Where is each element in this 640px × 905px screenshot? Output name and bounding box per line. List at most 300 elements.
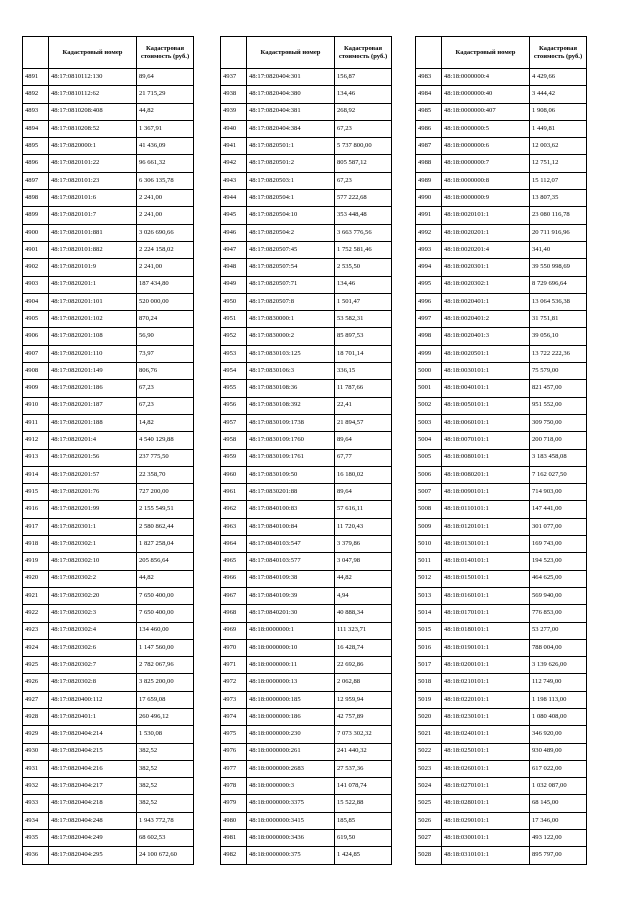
table-row [416,570,587,587]
cadastral-number: 48:17:0820504:1 [247,190,335,207]
cadastral-number: 48:17:0820302:6 [49,639,137,656]
cadastral-value: 156,87 [335,69,392,86]
cadastral-number: 48:17:0830103:125 [247,345,335,362]
cadastral-value: 2 241,00 [137,259,194,276]
cadastral-value: 2 062,88 [335,674,392,691]
row-number: 4979 [221,795,247,812]
table-row [221,172,392,189]
row-number: 4943 [221,172,247,189]
cadastral-value: 1 827 258,04 [137,536,194,553]
cadastral-number: 48:17:0820507:54 [247,259,335,276]
cadastral-number: 48:17:0820404:214 [49,726,137,743]
table-row [416,190,587,207]
cadastral-number: 48:18:0000000:10 [247,639,335,656]
row-number: 4918 [23,536,49,553]
cadastral-value: 23 080 116,78 [530,207,587,224]
row-number: 4920 [23,570,49,587]
row-number: 4897 [23,172,49,189]
row-number: 4945 [221,207,247,224]
row-number: 5001 [416,380,442,397]
row-number: 4899 [23,207,49,224]
row-number: 5013 [416,587,442,604]
table-row [416,605,587,622]
row-number: 4901 [23,241,49,258]
cadastral-number: 48:17:0820201:102 [49,311,137,328]
row-number: 4904 [23,293,49,310]
cadastral-number: 48:17:0820503:1 [247,172,335,189]
row-number: 4907 [23,345,49,362]
cadastral-number: 48:18:0220101:1 [442,691,530,708]
cadastral-value: 4 540 129,88 [137,432,194,449]
row-number: 5008 [416,501,442,518]
cadastral-value: 22 692,86 [335,657,392,674]
cadastral-value: 2 535,50 [335,259,392,276]
row-number: 4965 [221,553,247,570]
row-number: 5019 [416,691,442,708]
cadastral-number: 48:18:0150101:1 [442,570,530,587]
cadastral-value: 237 775,50 [137,449,194,466]
row-number: 4926 [23,674,49,691]
cadastral-number: 48:17:0820101:22 [49,155,137,172]
row-number: 5010 [416,536,442,553]
cadastral-value: 714 903,00 [530,484,587,501]
cadastral-value: 2 580 862,44 [137,518,194,535]
table-row [221,847,392,864]
row-number: 4959 [221,449,247,466]
cadastral-value: 111 323,71 [335,622,392,639]
row-number: 4912 [23,432,49,449]
row-number: 4936 [23,847,49,864]
cadastral-value: 141 078,74 [335,778,392,795]
cadastral-number: 48:17:0820201:187 [49,397,137,414]
cadastral-number: 48:18:0090101:1 [442,484,530,501]
cadastral-number: 48:17:0830109:1761 [247,449,335,466]
cadastral-value: 12 751,12 [530,155,587,172]
cadastral-value: 382,52 [137,778,194,795]
table-row [221,276,392,293]
cadastral-number: 48:17:0830109:1738 [247,414,335,431]
cadastral-number: 48:18:0000000:3375 [247,795,335,812]
row-number: 4960 [221,466,247,483]
cadastral-number: 48:17:0820401:1 [49,708,137,725]
row-number: 5021 [416,726,442,743]
row-number: 4919 [23,553,49,570]
cadastral-value: 353 448,48 [335,207,392,224]
row-number: 5016 [416,639,442,656]
cadastral-number: 48:18:0060101:1 [442,414,530,431]
cadastral-number: 48:18:0260101:1 [442,760,530,777]
row-number: 4947 [221,241,247,258]
cadastral-number: 48:17:0820201:4 [49,432,137,449]
cadastral-number: 48:18:0300101:1 [442,830,530,847]
row-number: 5015 [416,622,442,639]
cadastral-number: 48:18:0000000:11 [247,657,335,674]
table-row [416,103,587,120]
cadastral-value: 3 183 458,08 [530,449,587,466]
table-row [23,103,194,120]
cadastral-value: 11 720,43 [335,518,392,535]
row-number: 4969 [221,622,247,639]
cadastral-number: 48:17:0830201:88 [247,484,335,501]
cadastral-number: 48:17:0820302:4 [49,622,137,639]
row-number: 5000 [416,363,442,380]
row-number: 4998 [416,328,442,345]
cadastral-value: 1 501,47 [335,293,392,310]
cadastral-value: 301 077,00 [530,518,587,535]
table-row [221,708,392,725]
cadastral-number: 48:17:0820404:301 [247,69,335,86]
table-row [416,414,587,431]
cadastral-number: 48:18:0000000:407 [442,103,530,120]
cadastral-number: 48:17:0840109:38 [247,570,335,587]
table-row [416,847,587,864]
cadastral-number: 48:18:0000000:7 [442,155,530,172]
header-number [221,37,247,69]
row-number: 4911 [23,414,49,431]
table-row [221,830,392,847]
cadastral-value: 16 180,02 [335,466,392,483]
table-row [221,536,392,553]
table-row [221,553,392,570]
cadastral-number: 48:17:0820302:3 [49,605,137,622]
cadastral-number: 48:17:0820201:101 [49,293,137,310]
row-number: 4966 [221,570,247,587]
table-row [23,328,194,345]
cadastral-value: 16 428,74 [335,639,392,656]
table-body [416,69,587,865]
cadastral-number: 48:17:0820507:71 [247,276,335,293]
table-row [221,778,392,795]
table-row [416,657,587,674]
cadastral-number: 48:18:0020302:1 [442,276,530,293]
table-row [23,795,194,812]
table-row [23,86,194,103]
table-row [23,155,194,172]
cadastral-value: 22,41 [335,397,392,414]
cadastral-value: 1 080 408,00 [530,708,587,725]
cadastral-number: 48:18:0000000:2683 [247,760,335,777]
table-header-row [23,37,194,69]
table-row [221,466,392,483]
table-row [221,311,392,328]
row-number: 4914 [23,466,49,483]
row-number: 4962 [221,501,247,518]
cadastral-number: 48:17:0820101:23 [49,172,137,189]
row-number: 5028 [416,847,442,864]
table-row [416,553,587,570]
table-row [416,587,587,604]
cadastral-value: 3 026 690,66 [137,224,194,241]
table-row [23,190,194,207]
cadastral-value: 187 434,80 [137,276,194,293]
table-row [221,518,392,535]
row-number: 4981 [221,830,247,847]
cadastral-value: 930 489,00 [530,743,587,760]
row-number: 4984 [416,86,442,103]
cadastral-number: 48:17:0830106:3 [247,363,335,380]
row-number: 4948 [221,259,247,276]
cadastral-value: 22 358,70 [137,466,194,483]
row-number: 4939 [221,103,247,120]
cadastral-number: 48:17:0820404:295 [49,847,137,864]
cadastral-number: 48:18:0000000:3415 [247,812,335,829]
cadastral-value: 464 625,00 [530,570,587,587]
table-row [221,120,392,137]
cadastral-value: 53 582,31 [335,311,392,328]
table-row [416,138,587,155]
header-cadastral-number: Кадастровый номер [442,37,530,69]
cadastral-number: 48:18:0020301:1 [442,259,530,276]
cadastral-value: 67,23 [335,120,392,137]
table-row [23,380,194,397]
row-number: 4997 [416,311,442,328]
row-number: 4930 [23,743,49,760]
row-number: 5025 [416,795,442,812]
table-row [416,639,587,656]
row-number: 4909 [23,380,49,397]
cadastral-value: 13 722 222,36 [530,345,587,362]
table-row [23,622,194,639]
table-body [23,69,194,865]
table-row [23,466,194,483]
table-row [221,155,392,172]
cadastral-number: 48:18:0120101:1 [442,518,530,535]
cadastral-number: 48:17:0810112:130 [49,69,137,86]
cadastral-value: 3 825 200,00 [137,674,194,691]
row-number: 4975 [221,726,247,743]
row-number: 4946 [221,224,247,241]
table-row [221,69,392,86]
table-row [416,380,587,397]
row-number: 4982 [221,847,247,864]
table-row [221,363,392,380]
table-row [221,501,392,518]
cadastral-number: 48:17:0820404:217 [49,778,137,795]
cadastral-number: 48:17:0820101:6 [49,190,137,207]
table-row [416,241,587,258]
cadastral-value: 68 145,00 [530,795,587,812]
table-row [23,657,194,674]
cadastral-value: 44,82 [137,570,194,587]
row-number: 4988 [416,155,442,172]
cadastral-number: 48:17:0820201:188 [49,414,137,431]
row-number: 4891 [23,69,49,86]
table-row [416,466,587,483]
cadastral-value: 4 429,66 [530,69,587,86]
row-number: 4922 [23,605,49,622]
cadastral-value: 3 047,98 [335,553,392,570]
row-number: 5007 [416,484,442,501]
cadastral-value: 309 750,00 [530,414,587,431]
cadastral-number: 48:18:0000000:13 [247,674,335,691]
table-row [416,518,587,535]
cadastral-number: 48:17:0820501:1 [247,138,335,155]
table-row [23,207,194,224]
row-number: 4994 [416,259,442,276]
cadastral-value: 17 659,08 [137,691,194,708]
row-number: 5011 [416,553,442,570]
row-number: 4973 [221,691,247,708]
cadastral-number: 48:18:0240101:1 [442,726,530,743]
row-number: 4924 [23,639,49,656]
table-row [23,743,194,760]
cadastral-value: 870,24 [137,311,194,328]
cadastral-number: 48:18:0000000:3436 [247,830,335,847]
row-number: 4903 [23,276,49,293]
cadastral-number: 48:18:0040101:1 [442,380,530,397]
cadastral-number: 48:18:0000000:5 [442,120,530,137]
row-number: 4967 [221,587,247,604]
cadastral-number: 48:17:0820400:112 [49,691,137,708]
row-number: 4895 [23,138,49,155]
cadastral-value: 56,90 [137,328,194,345]
cadastral-value: 7 650 400,00 [137,605,194,622]
row-number: 5020 [416,708,442,725]
table-row [23,432,194,449]
cadastral-number: 48:17:0820404:248 [49,812,137,829]
row-number: 4892 [23,86,49,103]
row-number: 4949 [221,276,247,293]
cadastral-value: 68 602,53 [137,830,194,847]
row-number: 4908 [23,363,49,380]
row-number: 4916 [23,501,49,518]
cadastral-number: 48:18:0000000:185 [247,691,335,708]
cadastral-value: 1 752 581,46 [335,241,392,258]
cadastral-value: 89,64 [335,484,392,501]
cadastral-value: 569 940,00 [530,587,587,604]
cadastral-value: 13 807,35 [530,190,587,207]
table-row [416,674,587,691]
cadastral-number: 48:17:0820404:249 [49,830,137,847]
table-row [221,622,392,639]
cadastral-number: 48:17:0810208:408 [49,103,137,120]
table-row [221,380,392,397]
table-row [416,207,587,224]
header-number [23,37,49,69]
cadastral-number: 48:18:0000000:3 [247,778,335,795]
row-number: 4932 [23,778,49,795]
header-cadastral-number: Кадастровый номер [247,37,335,69]
cadastral-number: 48:17:0820302:8 [49,674,137,691]
cadastral-number: 48:17:0820201:110 [49,345,137,362]
cadastral-value: 1 908,06 [530,103,587,120]
cadastral-number: 48:18:0190101:1 [442,639,530,656]
header-cadastral-value: Кадастровая стоимость (руб.) [137,37,194,69]
cadastral-value: 200 718,00 [530,432,587,449]
row-number: 4990 [416,190,442,207]
cadastral-number: 48:17:0820201:186 [49,380,137,397]
cadastral-value: 44,82 [335,570,392,587]
row-number: 4894 [23,120,49,137]
table-row [23,484,194,501]
table-row [221,328,392,345]
cadastral-number: 48:17:0830000:1 [247,311,335,328]
cadastral-value: 806,76 [137,363,194,380]
cadastral-number: 48:17:0820201:1 [49,276,137,293]
cadastral-value: 1 367,91 [137,120,194,137]
table-row [23,276,194,293]
table-row [416,449,587,466]
cadastral-number: 48:17:0810112:62 [49,86,137,103]
cadastral-number: 48:18:0030101:1 [442,363,530,380]
cadastral-value: 3 663 776,56 [335,224,392,241]
table-header-row [221,37,392,69]
row-number: 5014 [416,605,442,622]
row-number: 4989 [416,172,442,189]
table-row [23,241,194,258]
cadastral-number: 48:17:0820101:881 [49,224,137,241]
table-header-row [416,37,587,69]
cadastral-value: 31 751,81 [530,311,587,328]
row-number: 5023 [416,760,442,777]
row-number: 4986 [416,120,442,137]
cadastral-value: 8 729 696,64 [530,276,587,293]
row-number: 4896 [23,155,49,172]
cadastral-number: 48:17:0820201:149 [49,363,137,380]
cadastral-value: 382,52 [137,760,194,777]
cadastral-value: 134,46 [335,276,392,293]
row-number: 4955 [221,380,247,397]
row-number: 4923 [23,622,49,639]
cadastral-value: 3 444,42 [530,86,587,103]
row-number: 4910 [23,397,49,414]
table-row [23,449,194,466]
cadastral-number: 48:17:0820404:216 [49,760,137,777]
cadastral-number: 48:18:0000000:1 [247,622,335,639]
table-row [23,812,194,829]
table-row [416,691,587,708]
table-row [23,120,194,137]
cadastral-value: 2 241,00 [137,190,194,207]
row-number: 4893 [23,103,49,120]
row-number: 4921 [23,587,49,604]
cadastral-number: 48:17:0820301:1 [49,518,137,535]
table-row [221,207,392,224]
cadastral-number: 48:18:0000000:4 [442,69,530,86]
cadastral-value-list [22,36,620,859]
cadastral-number: 48:18:0080201:1 [442,466,530,483]
table-row [23,708,194,725]
header-cadastral-number: Кадастровый номер [49,37,137,69]
cadastral-number: 48:17:0830108:36 [247,380,335,397]
row-number: 4987 [416,138,442,155]
table-row [23,311,194,328]
table-row [416,345,587,362]
row-number: 4961 [221,484,247,501]
table-row [23,760,194,777]
row-number: 4976 [221,743,247,760]
table-row [416,328,587,345]
table-row [416,760,587,777]
cadastral-number: 48:18:0210101:1 [442,674,530,691]
cadastral-number: 48:17:0820201:57 [49,466,137,483]
cadastral-number: 48:18:0230101:1 [442,708,530,725]
cadastral-value: 21 715,29 [137,86,194,103]
cadastral-number: 48:17:0830109:1760 [247,432,335,449]
cadastral-value: 7 162 027,50 [530,466,587,483]
table-row [221,259,392,276]
row-number: 5006 [416,466,442,483]
table-row [221,449,392,466]
row-number: 4928 [23,708,49,725]
cadastral-value: 260 496,12 [137,708,194,725]
table-row [416,120,587,137]
cadastral-number: 48:17:0820404:218 [49,795,137,812]
row-number: 5002 [416,397,442,414]
cadastral-value: 112 749,00 [530,674,587,691]
row-number: 4925 [23,657,49,674]
row-number: 4983 [416,69,442,86]
